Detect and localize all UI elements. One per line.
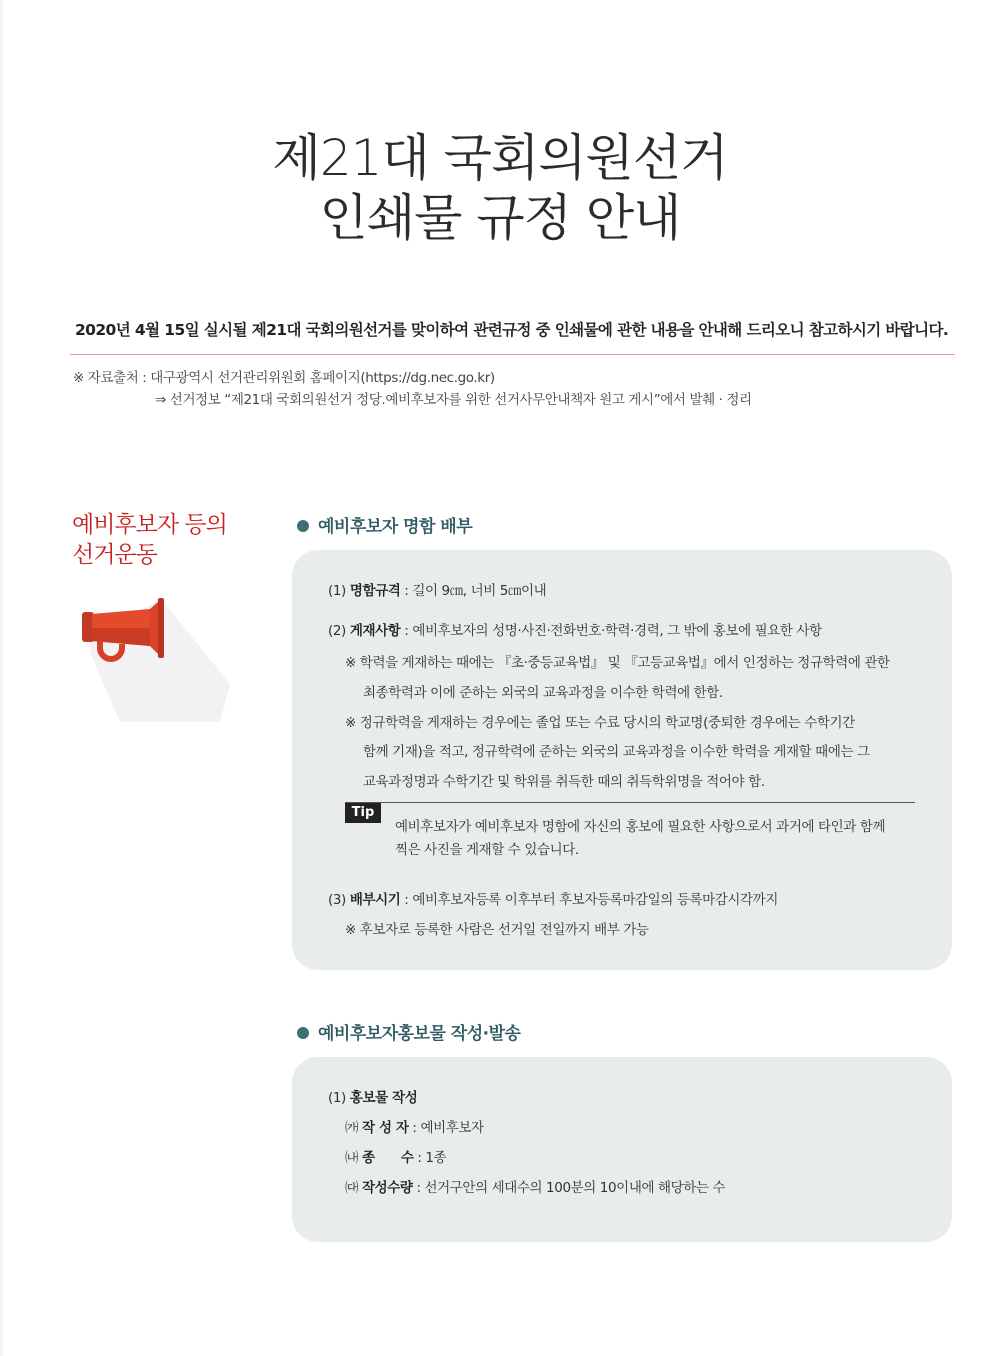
side-title-line-2: 선거운동 (72, 542, 157, 568)
side-title-line-1: 예비후보자 등의 (72, 512, 227, 538)
note-1-line-1: ※ 학력을 게재하는 때에는 『초·중등교육법』 및 『고등교육법』에서 인정하는 정규학력에 관한 (345, 655, 890, 671)
section-2-heading (297, 1019, 520, 1044)
sub-item-1-text: : 예비후보자 (408, 1120, 484, 1136)
item-1-text: : 길이 9㎝, 너비 5㎝이내 (400, 583, 547, 599)
bullet-dot-icon (297, 1027, 309, 1039)
tip-line-1: 예비후보자가 예비후보자 명함에 자신의 홍보에 필요한 사항으로서 과거에 타인과 함께 (395, 819, 886, 835)
intro-text: 2020년 4월 15일 실시될 제21대 국회의원선거를 맞이하여 관련규정 중 인쇄물에 관한 내용을 안내해 드리오니 참고하시기 바랍니다. (75, 321, 949, 339)
item-1-label: 명함규격 (349, 583, 401, 599)
sub-item-1-label: 작 성 자 (362, 1120, 409, 1136)
item-3-number: (3) (328, 892, 350, 908)
side-title (72, 510, 227, 570)
item-1-number: (1) (328, 583, 350, 599)
section-2-item-1-label: 홍보물 작성 (349, 1090, 418, 1106)
note-2-line-2: 함께 기재)을 적고, 정규학력에 준하는 외국의 교육과정을 이수한 학력을 게재할 때에는 그 (363, 744, 870, 760)
sub-item-2 (345, 1146, 446, 1166)
tip-badge: Tip (345, 803, 381, 823)
item-2-text: : 예비후보자의 성명·사진·전화번호·학력·경력, 그 밖에 홍보에 필요한 사항 (400, 623, 822, 639)
page-title (0, 128, 1000, 248)
sub-item-3-number: ㈐ (345, 1180, 362, 1196)
sub-item-3-text: : 선거구안의 세대수의 100분의 10이내에 해당하는 수 (412, 1180, 726, 1196)
item-2-number: (2) (328, 623, 350, 639)
sub-item-3-label: 작성수량 (362, 1180, 413, 1196)
megaphone-icon (70, 592, 230, 722)
note-1-line-2: 최종학력과 이에 준하는 외국의 교육과정을 이수한 학력에 한함. (363, 685, 723, 701)
section-1-heading (297, 512, 472, 537)
tip-divider (345, 802, 915, 803)
sub-item-3 (345, 1176, 725, 1196)
tip-line-2: 찍은 사진을 게재할 수 있습니다. (395, 842, 579, 858)
sub-item-2-label: 종 수 (362, 1150, 414, 1166)
sub-item-1 (345, 1116, 484, 1136)
divider (70, 354, 955, 355)
note-2-line-3: 교육과정명과 수학기간 및 학위를 취득한 때의 취득학위명을 적어야 함. (363, 774, 765, 790)
item-2 (328, 619, 822, 639)
note-2-line-1: ※ 정규학력을 게재하는 경우에는 졸업 또는 수료 당시의 학교명(중퇴한 경우에는 수학기간 (345, 715, 855, 731)
sub-item-2-text: : 1종 (413, 1150, 447, 1166)
item-3-text: : 예비후보자등록 이후부터 후보자등록마감일의 등록마감시각까지 (400, 892, 778, 908)
sub-item-2-number: ㈏ (345, 1150, 362, 1166)
source-line-2: ⇒ 선거정보 “제21대 국회의원선거 정당.예비후보자를 위한 선거사무안내책자 원고 게시”에서 발췌 · 정리 (155, 392, 752, 408)
bullet-dot-icon (297, 520, 309, 532)
note-3: ※ 후보자로 등록한 사람은 선거일 전일까지 배부 가능 (345, 922, 649, 938)
section-2-item-1-number: (1) (328, 1090, 350, 1106)
source-line-1: ※ 자료출처 : 대구광역시 선거관리위원회 홈페이지(https://dg.nec.go.kr) (73, 370, 495, 386)
section-2-heading-text: 예비후보자홍보물 작성·발송 (318, 1024, 521, 1044)
title-line-1: 제21대 국회의원선거 (272, 129, 728, 187)
title-line-2: 인쇄물 규정 안내 (319, 189, 681, 247)
item-1 (328, 579, 546, 599)
section-2-item-1 (328, 1086, 417, 1106)
section-1-heading-text: 예비후보자 명함 배부 (318, 517, 473, 537)
sub-item-1-number: ㈎ (345, 1120, 362, 1136)
item-3-label: 배부시기 (349, 892, 401, 908)
item-2-label: 게재사항 (349, 623, 401, 639)
item-3 (328, 888, 778, 908)
